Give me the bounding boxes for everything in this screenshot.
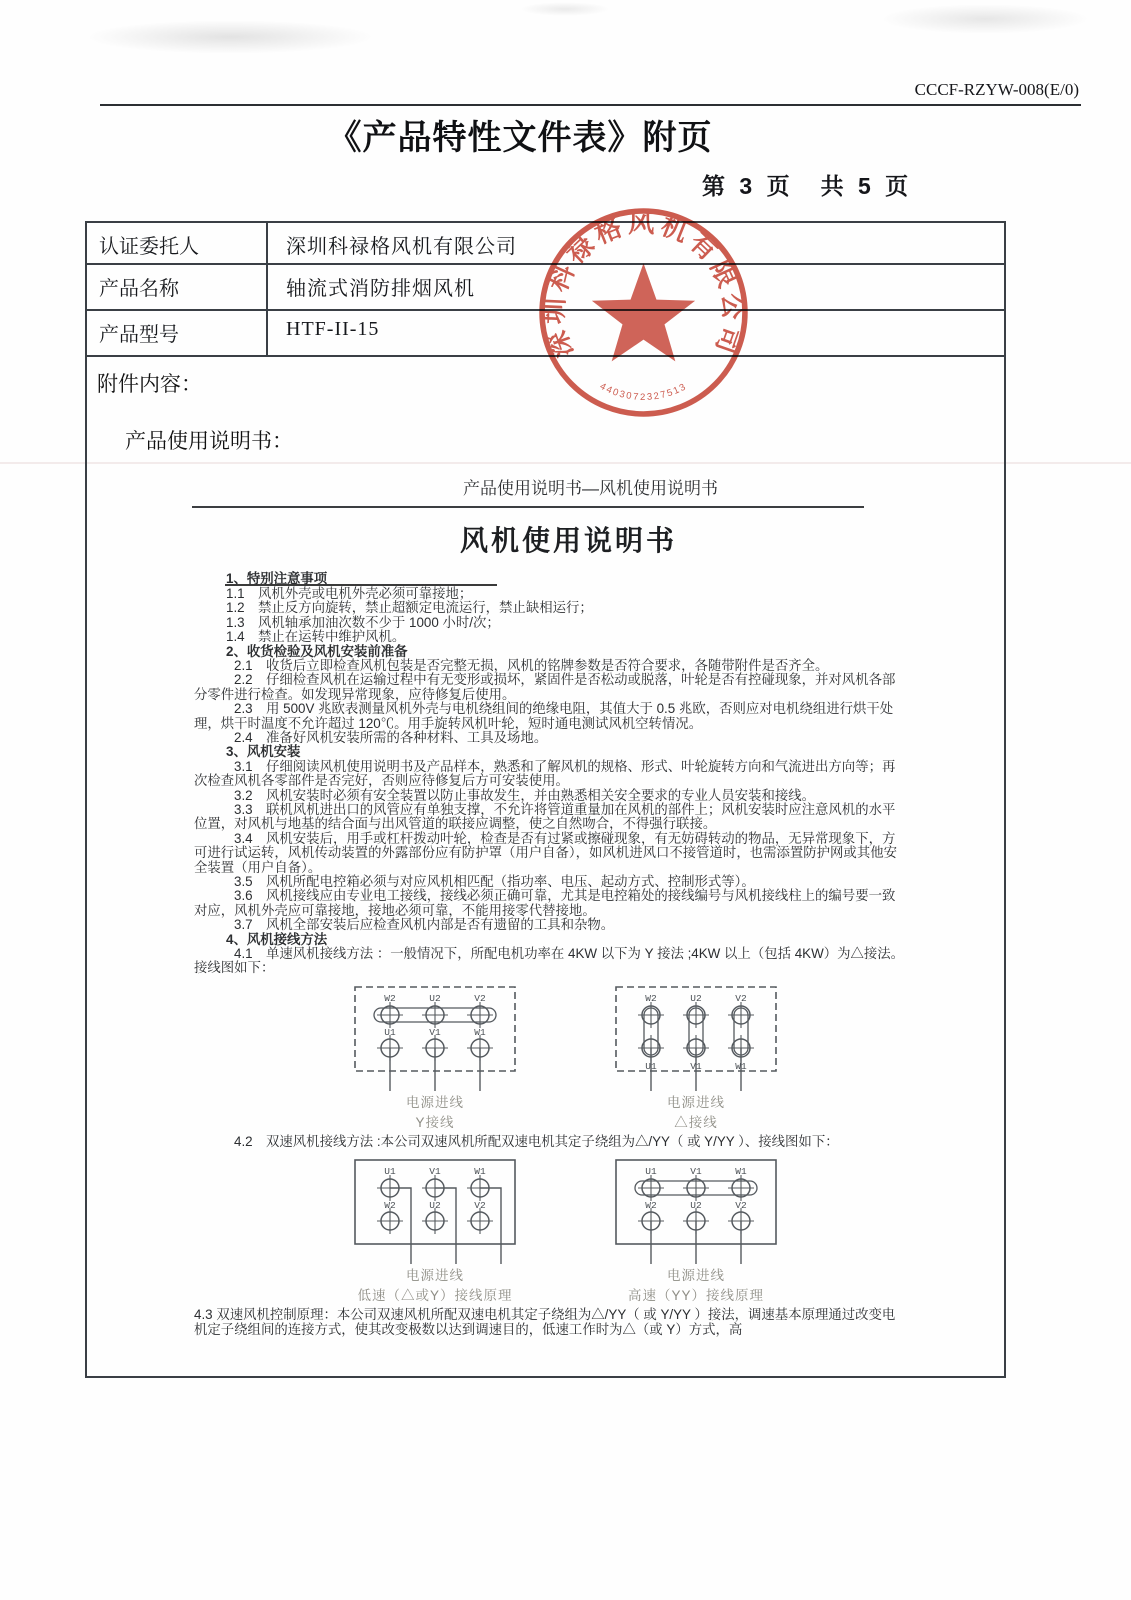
manual-paragraph: 2.3 用 500V 兆欧表测量风机外壳与电机绕组间的绝缘电阻，其值大于 0.5 兆欧，否则应对电机绕组进行烘干处理，烘干时温度不允许超过 120℃。用手旋转风机叶轮，短时通电测试风机空转情况。 (194, 701, 894, 731)
terminal-label: U1 (384, 1026, 396, 1038)
page-title: 《产品特性文件表》附页 (327, 119, 713, 157)
diagram-caption: 高速（YY）接线原理 (627, 1288, 764, 1304)
manual-paragraph: 3.4 风机安装后，用手或杠杆拨动叶轮，检查是否有过紧或擦碰现象，有无妨碍转动的物品，无异常现象下，方可进行试运转，风机传动装置的外露部份应有防护罩（用户自备），如风机进风口不接管道时，也需添置防护网或其他安全装置（用户自备）。 (194, 830, 897, 875)
manual-paragraph: 3.5 风机所配电控箱必须与对应风机相匹配（指功率、电压、起动方式、控制形式等）。 (234, 874, 755, 890)
manual-paragraph: 3.1 仔细阅读风机使用说明书及产品样本，熟悉和了解风机的规格、形式、叶轮旋转方向和气流进出方向等；再次检查风机各零部件是否完好，否则应待修复后方可安装使用。 (194, 758, 896, 789)
attachment-cell (87, 357, 1004, 1337)
terminal-label: U1 (645, 1166, 657, 1178)
svg-text:4403072327513 (598, 381, 689, 403)
high-speed-yy-connection-diagram (613, 1154, 779, 1266)
terminal-label: U1 (645, 1060, 657, 1072)
scan-smudge (85, 20, 375, 54)
page-indicator: 第 3 页 共 5 页 (702, 173, 913, 199)
wiring-diagram-figure (613, 1154, 779, 1306)
manual-label: 产品使用说明书： (125, 429, 293, 453)
terminal-label: W1 (735, 1060, 747, 1072)
manual-section-heading: 3、风机安装 (226, 744, 301, 760)
manual-paragraph: 3.7 风机全部安装后应检查风机内部是否有遗留的工具和杂物。 (234, 917, 615, 933)
wiring-diagram-figure (352, 1154, 518, 1306)
manual-paragraph: 2.2 仔细检查风机在运输过程中有无变形或损坏，紧固件是否松动或脱落，叶轮是否有控碰现象，并对风机各部分零件进行检查。如发现异常现象，应待修复后使用。 (194, 672, 896, 702)
stamp-star (592, 263, 695, 361)
manual-title: 风机使用说明书 (459, 525, 677, 556)
stamp-serial-number: 4403072327513 (597, 380, 690, 403)
terminal-label: W2 (384, 1200, 396, 1212)
terminal-label: U2 (429, 1200, 441, 1212)
manual-paragraph: 2.1 收货后立即检查风机包装是否完整无损，风机的铭牌参数是否符合要求，各随带附件是否齐全。 (234, 657, 829, 673)
terminal-label: V1 (690, 1060, 702, 1072)
diagram-caption: Y接线 (415, 1114, 455, 1130)
header-rule (100, 104, 1081, 106)
diagram-caption: 电源进线 (406, 1268, 464, 1284)
terminal-label: V1 (429, 1026, 441, 1038)
manual-subtitle-rule (192, 506, 864, 508)
manual-paragraph: 3.6 风机接线应由专业电工接线，接线必须正确可靠，尤其是电控箱处的接线编号与风机接线柱上的编号要一致对应，风机外壳应可靠接地，接地必须可靠，不能用接零代替接地。 (194, 888, 896, 918)
wiring-diagram-figure (352, 981, 518, 1133)
manual-paragraph: 4.1 单速风机接线方法 ：一般情况下，所配电机功率在 4KW 以下为 Y 接法 ;4KW 以上（包括 4KW）为△接法。接线图如下： (194, 946, 905, 976)
terminal-label: W1 (474, 1026, 486, 1038)
terminal-label: V2 (735, 992, 747, 1004)
terminal-label: W2 (645, 992, 657, 1004)
terminal-label: V1 (429, 1166, 441, 1178)
terminal-label: U1 (384, 1166, 396, 1178)
manual-paragraph: 1.4 禁止在运转中维护风机。 (226, 629, 406, 645)
terminal-label: W1 (735, 1166, 747, 1178)
terminal-label: U2 (690, 992, 702, 1004)
manual-paragraph: 4.2 双速风机接线方法 :本公司双速风机所配双速电机其定子绕组为△/YY（ 或 Y/YY ）、接线图如下： (234, 1133, 839, 1149)
diagram-caption: 电源进线 (667, 1094, 725, 1110)
scan-smudge (880, 4, 1090, 34)
company-stamp-seal (533, 202, 754, 423)
info-row-label: 认证委托人 (87, 223, 268, 263)
diagram-caption: 低速（△或Y）接线原理 (357, 1288, 513, 1304)
manual-subtitle: 产品使用说明书—风机使用说明书 (463, 479, 718, 498)
manual-paragraph: 3.3 联机风机进出口的风管应有单独支撑，不允许将管道重量加在风机的部件上；风机安装时应注意风机的水平位置，对风机与地基的结合面与出风管道的联接应调整，使之自然吻合，不得强行联接。 (194, 802, 896, 832)
diagram-caption: 电源进线 (406, 1094, 464, 1110)
manual-paragraph: 1.2 禁止反方向旋转，禁止超额定电流运行，禁止缺相运行； (226, 600, 593, 616)
info-row-label: 产品名称 (87, 265, 268, 309)
terminal-label: V2 (474, 992, 486, 1004)
diagram-caption: △接线 (674, 1114, 718, 1130)
info-row-value: 深圳科禄格风机有限公司 (286, 236, 517, 258)
terminal-label: U2 (429, 992, 441, 1004)
manual-paragraph: 3.2 风机安装时必须有安全装置以防止事故发生，并由熟悉相关安全要求的专业人员安装和接线。 (234, 787, 816, 803)
terminal-label: U2 (690, 1200, 702, 1212)
stamp-company-text: 深圳科禄格风机有限公司 (538, 208, 749, 362)
manual-paragraph: 1.3 风机轴承加油次数不少于 1000 小时/次； (226, 614, 500, 630)
delta-connection-diagram (613, 981, 779, 1093)
terminal-label: V2 (735, 1200, 747, 1212)
low-speed-connection-diagram (352, 1154, 518, 1266)
info-row-value: HTF-II-15 (286, 318, 380, 340)
wiring-diagram-figure (613, 981, 779, 1133)
terminal-label: V2 (474, 1200, 486, 1212)
info-row-value: 轴流式消防排烟风机 (286, 278, 475, 300)
manual-paragraph: 1.1 风机外壳或电机外壳必须可靠接地； (226, 585, 473, 601)
manual-section-heading: 4、风机接线方法 (226, 931, 328, 947)
terminal-label: W2 (645, 1200, 657, 1212)
manual-section-heading: 2、收货检验及风机安装前准备 (226, 643, 408, 659)
wiring-diagrams-row (352, 1154, 908, 1306)
attachment-label: 附件内容： (97, 372, 202, 396)
diagram-caption: 电源进线 (667, 1268, 725, 1284)
scan-smudge (520, 2, 610, 16)
terminal-label: W1 (474, 1166, 486, 1178)
wiring-diagrams-row (352, 981, 908, 1133)
doc-code: CCCF-RZYW-008(E/0) (914, 80, 1079, 99)
manual-section-heading: 1、特别注意事项 (226, 571, 328, 586)
manual-document (97, 474, 1004, 1337)
terminal-label: W2 (384, 992, 396, 1004)
manual-paragraph: 4.3 双速风机控制原理：本公司双速风机所配双速电机其定子绕组为△/YY（ 或 Y/YY ）接法，调速基本原理通过改变电机定子绕组间的连接方式，使其改变极数以达到调速目的，低速工作时为△（或 Y）方式，高 (194, 1307, 896, 1337)
manual-paragraph: 2.4 准备好风机安装所需的各种材料、工具及场地。 (234, 729, 548, 745)
info-row-label: 产品型号 (87, 311, 268, 355)
terminal-label: V1 (690, 1166, 702, 1178)
y-connection-diagram (352, 981, 518, 1093)
manual-body (194, 572, 908, 1337)
